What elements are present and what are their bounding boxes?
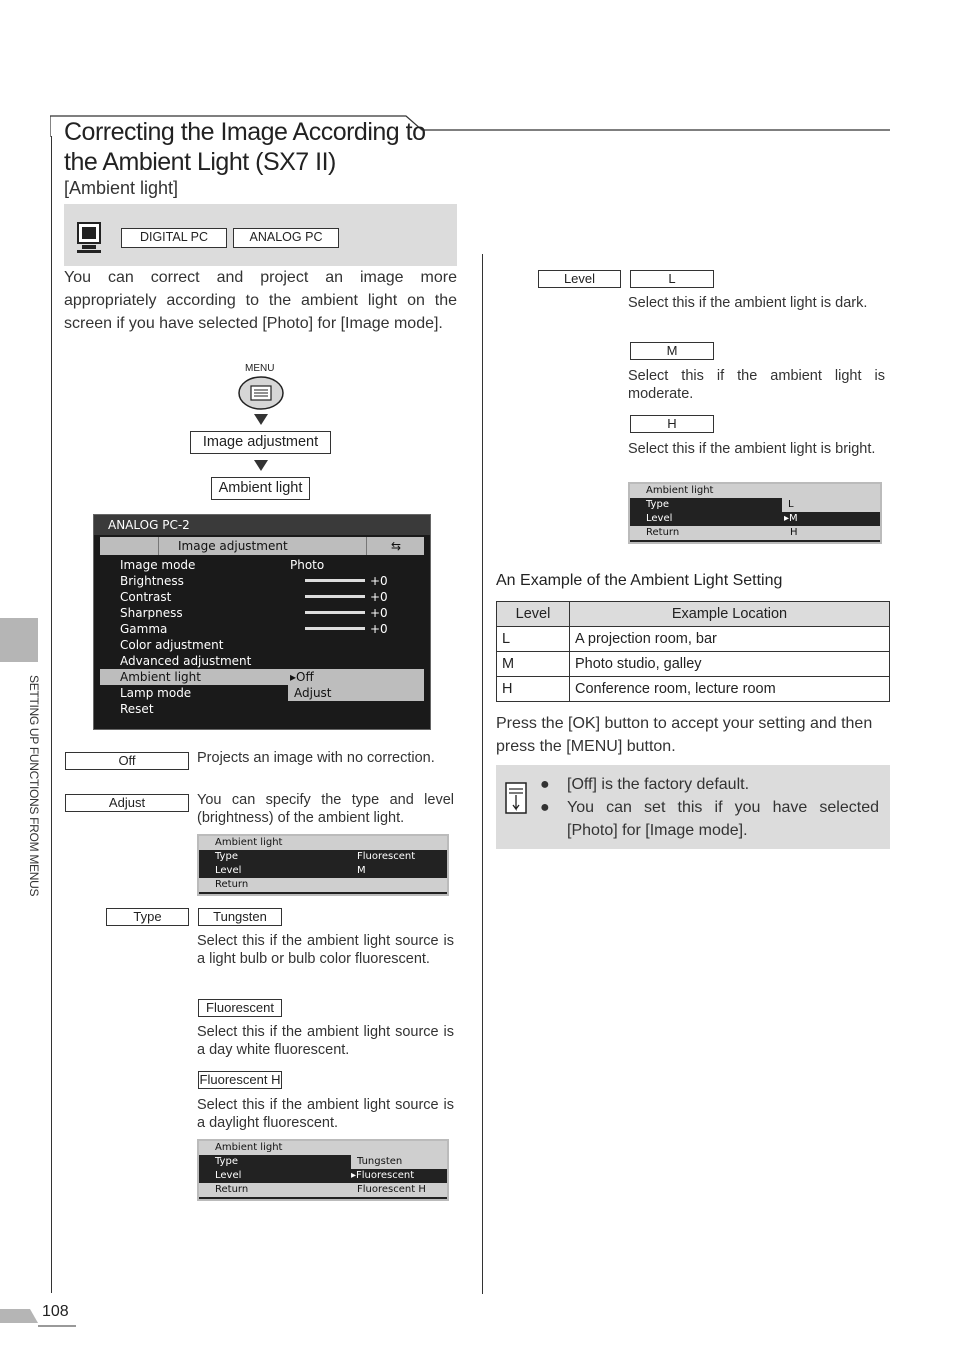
osd-item-contrast: Contrast +0 [120, 590, 388, 604]
mini-osd-return-row: Return [199, 878, 447, 892]
type-label: Type [106, 908, 189, 926]
osd-tab-bar [100, 537, 424, 555]
menu-label: MENU [245, 363, 275, 374]
memo-icon [504, 781, 530, 817]
badge-digital-pc: DIGITAL PC [121, 228, 227, 248]
osd-item-brightness: Brightness +0 [120, 574, 388, 588]
table-header-level: Level [497, 602, 570, 627]
osd-item-gamma: Gamma +0 [120, 622, 388, 636]
osd-item-image-mode: Image mode Photo [120, 558, 325, 572]
type-fluorescent-h-label: Fluorescent H [199, 1072, 281, 1087]
arrow-down-icon [254, 460, 268, 472]
level-m-label: M [630, 342, 714, 360]
osd-menu-screenshot [93, 514, 431, 730]
notes-panel [496, 765, 890, 849]
menu-button-icon [237, 375, 285, 411]
input-panel [64, 204, 457, 266]
level-l-label: L [630, 270, 714, 288]
mini-osd-level-row: Level M [215, 865, 366, 876]
option-off-label: Off [65, 752, 189, 770]
table-header-row [497, 602, 890, 627]
example-heading: An Example of the Ambient Light Setting [496, 572, 783, 589]
page-subtitle: [Ambient light] [64, 178, 179, 198]
type-tungsten-label: Tungsten [198, 908, 282, 926]
level-l-desc: Select this if the ambient light is dark. [628, 295, 868, 311]
page-number: 108 [42, 1303, 69, 1320]
osd-tab-blank [100, 537, 159, 555]
mini-osd-level: Ambient light Type L Level ▸M Return H [628, 482, 882, 544]
column-divider [482, 254, 483, 1294]
level-m-desc: Select this if the ambient light is moderate. [628, 368, 885, 402]
type-fluorescent-h-desc: Select this if the ambient light source is a daylight fluorescent. [197, 1097, 454, 1131]
side-tab-text: SETTING UP FUNCTIONS FROM MENUS [27, 675, 41, 897]
mini-osd-title: Ambient light [199, 836, 447, 850]
osd-item-lamp-mode: Lamp mode Adjust [100, 685, 424, 701]
osd-item-reset: Reset [120, 702, 154, 716]
level-h-desc: Select this if the ambient light is bright. [628, 441, 876, 457]
mini-osd-adjust [197, 834, 449, 896]
table-row: M Photo studio, galley [497, 652, 890, 677]
note-item: [Off] is the factory default. [567, 776, 750, 793]
note-bullet-icon: ● [540, 776, 550, 793]
side-tab [27, 675, 41, 915]
level-h-label: H [630, 415, 714, 433]
osd-item-sharpness: Sharpness +0 [120, 606, 388, 620]
level-label: Level [538, 270, 621, 288]
option-off-desc: Projects an image with no correction. [197, 750, 435, 766]
osd-title: ANALOG PC-2 [108, 518, 190, 532]
osd-item-color-adjustment: Color adjustment [120, 638, 224, 652]
osd-item-ambient-light: Ambient light ▸Off [100, 669, 424, 685]
arrow-down-icon [254, 414, 268, 426]
monitor-icon [76, 222, 104, 254]
type-fluorescent-desc: Select this if the ambient light source is a day white fluorescent. [197, 1024, 454, 1058]
osd-title-bar [94, 515, 430, 535]
option-adjust-desc: You can specify the type and level (brightness) of the ambient light. [197, 792, 454, 826]
osd-item-advanced-adjustment: Advanced adjustment [120, 654, 252, 668]
intro-paragraph: You can correct and project an image more appropriately according to the ambient light on the screen if you have selected [Photo] for [Image mode]. [64, 269, 457, 332]
flow-step-ambient-light: Ambient light [211, 477, 310, 500]
left-vertical-rule [51, 136, 52, 1293]
mini-osd-type: Ambient light Type Tungsten Level ▸Fluorescent Return Fluorescent H [197, 1139, 449, 1201]
note-item: You can set this if you have selected [Photo] for [Image mode]. [567, 799, 879, 839]
osd-tab-icon: ⇆ [366, 537, 425, 555]
table-row: L A projection room, bar [497, 627, 890, 652]
osd-items [100, 557, 424, 717]
example-table [496, 601, 890, 702]
table-row: H Conference room, lecture room [497, 677, 890, 702]
osd-tab-label: Image adjustment [178, 539, 288, 553]
side-tab-marker [0, 618, 38, 662]
type-fluorescent-label: Fluorescent [198, 999, 282, 1017]
table-header-location: Example Location [570, 602, 890, 627]
badge-analog-pc: ANALOG PC [233, 228, 339, 248]
page-title: Correcting the Image According to the Ambient Light (SX7 II) [64, 118, 426, 176]
flow-step-image-adjustment: Image adjustment [190, 431, 331, 454]
option-adjust-label: Adjust [65, 794, 189, 812]
press-instruction: Press the [OK] button to accept your setting and then press the [MENU] button. [496, 715, 873, 755]
note-bullet-icon: ● [540, 799, 550, 816]
type-tungsten-desc: Select this if the ambient light source is a light bulb or bulb color fluorescent. [197, 933, 454, 967]
mini-osd-type-row: Type Fluorescent [215, 851, 416, 862]
